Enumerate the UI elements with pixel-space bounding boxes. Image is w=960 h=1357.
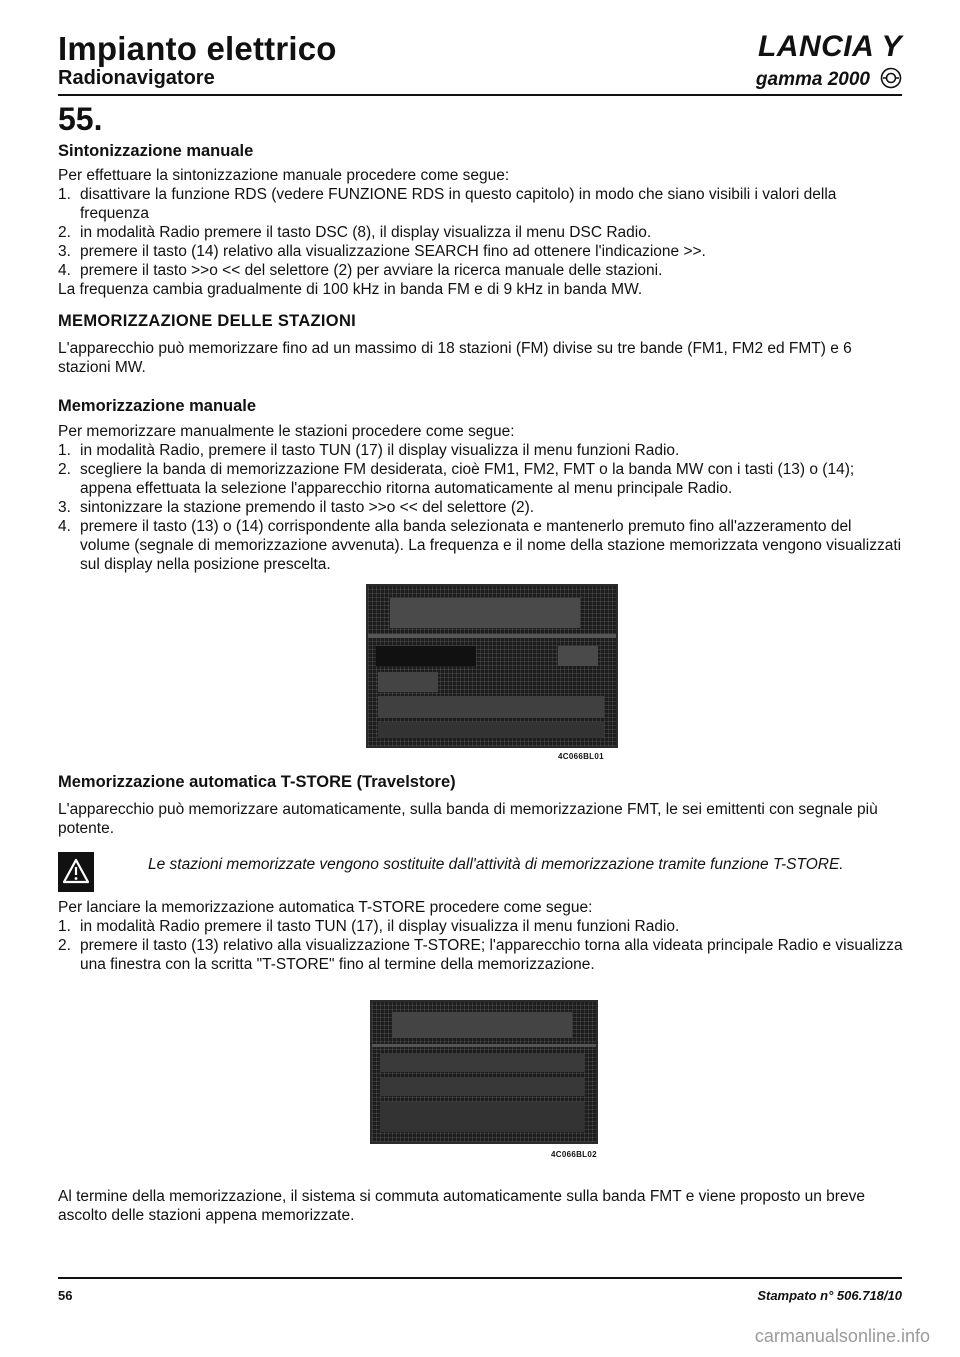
section-number: 55. xyxy=(58,101,103,137)
header-rule xyxy=(58,94,902,96)
sintonizzazione-heading: Sintonizzazione manuale xyxy=(58,142,254,160)
list-item: 1. disattivare la funzione RDS (vedere FUNZIONE RDS in questo capitolo) in modo che siano visibili i valori della frequenza xyxy=(58,186,837,222)
section-sintonizzazione xyxy=(58,141,904,299)
warning-text: Le stazioni memorizzate vengono sostituite dall'attività di memorizzazione tramite funzione T-STORE. xyxy=(148,856,844,873)
list-item: 1. in modalità Radio premere il tasto TUN (17), il display visualizza il menu funzioni Radio. xyxy=(58,918,680,935)
header-title: Impianto elettrico xyxy=(58,30,337,67)
list-item: 2. scegliere la banda di memorizzazione FM desiderata, cioè FM1, FM2, FMT o la banda MW con i tasti (13) o (14); appena effettuata la selezione l'apparecchio ritorna automaticamente al menu principale Radio. xyxy=(58,461,855,497)
header-brand: LANCIA Y xyxy=(757,30,902,63)
list-item: 1. in modalità Radio, premere il tasto TUN (17) il display visualizza il menu funzioni Radio. xyxy=(58,442,680,459)
warning-triangle-icon xyxy=(61,856,91,886)
page-number: 56 xyxy=(58,1288,73,1303)
final-text: Al termine della memorizzazione, il sistema si commuta automaticamente sulla banda FMT e viene proposto un breve ascolto delle stazioni appena memorizzate. xyxy=(58,1188,865,1224)
sintonizzazione-intro: Per effettuare la sintonizzazione manuale procedere come segue: xyxy=(58,167,510,184)
list-item: 3. sintonizzare la stazione premendo il tasto >>o << del selettore (2). xyxy=(58,499,535,516)
watermark: carmanualsonline.info xyxy=(754,1326,930,1346)
sintonizzazione-outro: La frequenza cambia gradualmente di 100 kHz in banda FM e di 9 kHz in banda MW. xyxy=(58,281,643,298)
sintonizzazione-steps xyxy=(58,185,904,280)
radio-display-photo-2 xyxy=(370,1000,598,1144)
list-item: 2. in modalità Radio premere il tasto DSC (8), il display visualizza il menu DSC Radio. xyxy=(58,224,652,241)
warning-badge xyxy=(58,852,94,892)
manuale-steps xyxy=(58,441,904,574)
print-code: Stampato n° 506.718/10 xyxy=(757,1288,902,1303)
memorizzazione-heading: MEMORIZZAZIONE DELLE STAZIONI xyxy=(58,312,357,330)
manuale-heading: Memorizzazione manuale xyxy=(58,397,257,415)
header-subtitle: Radionavigatore xyxy=(58,67,215,89)
memorizzazione-text: L'apparecchio può memorizzare fino ad un massimo di 18 stazioni (FM) divise su tre bande (FM1, FM2 ed FMT) e 6 stazioni MW. xyxy=(58,340,852,376)
tstore-text: L'apparecchio può memorizzare automaticamente, sulla banda di memorizzazione FMT, le sei emittenti con segnale più potente. xyxy=(58,801,878,837)
list-item: 4. premere il tasto (13) o (14) corrispondente alla banda selezionata e mantenerlo premuto fino all'azzeramento del volume (segnale di memorizzazione avvenuta). La frequenza e il nome della stazione memorizzata vengono visualizzati sul display nella posizione prescelta. xyxy=(58,518,902,573)
footer-rule xyxy=(58,1277,902,1279)
header-range: gamma 2000 xyxy=(755,69,870,90)
list-item: 4. premere il tasto >>o << del selettore (2) per avviare la ricerca manuale delle stazioni. xyxy=(58,262,663,279)
section-tstore-steps xyxy=(58,898,904,974)
section-memorizzazione xyxy=(58,311,904,377)
section-final xyxy=(58,1187,904,1225)
manuale-intro: Per memorizzare manualmente le stazioni procedere come segue: xyxy=(58,423,515,440)
list-item: 2. premere il tasto (13) relativo alla visualizzazione T-STORE; l'apparecchio torna alla videata principale Radio e visualizza una finestra con la scritta "T-STORE" fino al termine della memorizzazione. xyxy=(58,937,903,973)
tstore-intro: Per lanciare la memorizzazione automatica T-STORE procedere come segue: xyxy=(58,899,593,916)
tstore-steps xyxy=(58,917,904,974)
gear-circle-icon xyxy=(880,67,902,89)
list-item: 3. premere il tasto (14) relativo alla visualizzazione SEARCH fino ad ottenere l'indicazione >>. xyxy=(58,243,706,260)
tstore-heading: Memorizzazione automatica T-STORE (Travelstore) xyxy=(58,773,456,791)
figure-1-caption: 4C066BL01 xyxy=(558,752,604,761)
section-tstore xyxy=(58,772,904,838)
figure-2-caption: 4C066BL02 xyxy=(551,1150,597,1159)
radio-display-photo-1 xyxy=(366,584,618,748)
section-manuale xyxy=(58,396,904,574)
